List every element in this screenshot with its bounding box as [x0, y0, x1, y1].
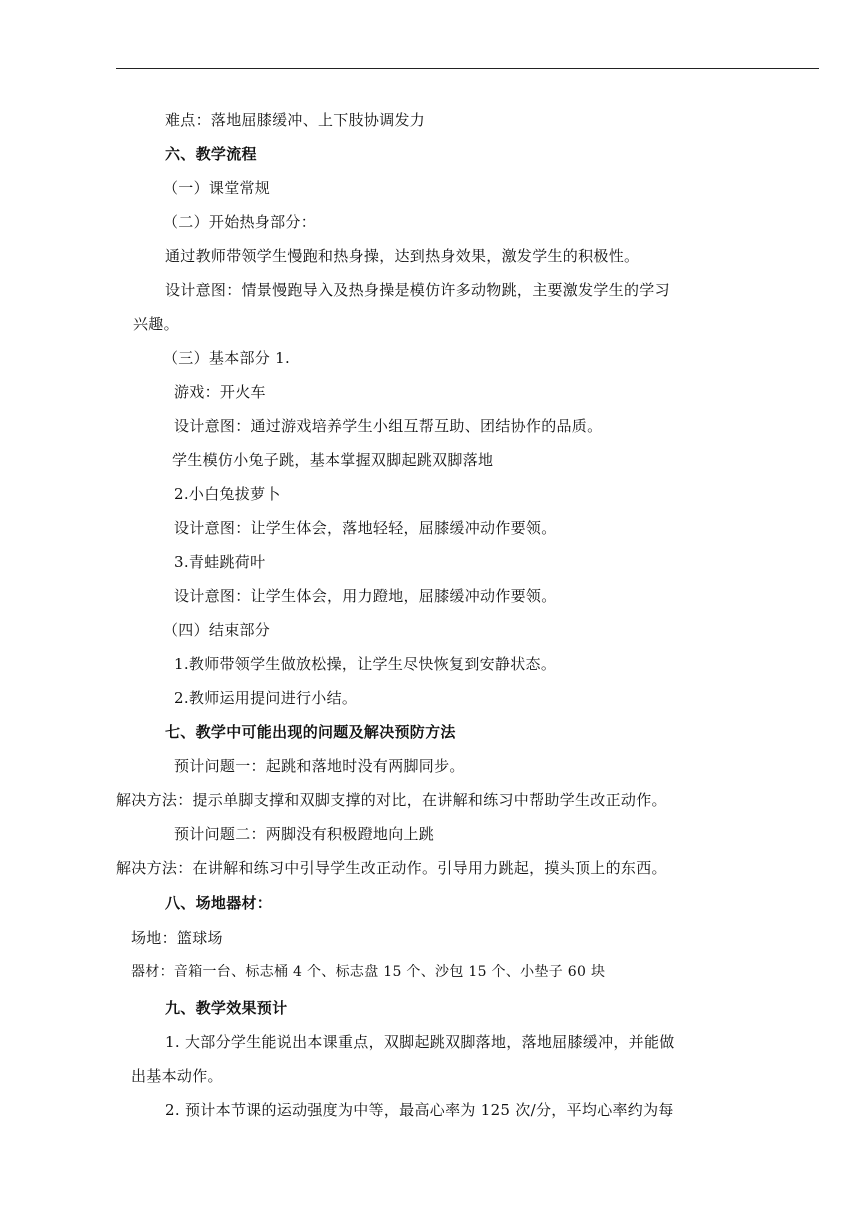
- subsection-heading-1: （一）课堂常规: [163, 179, 271, 197]
- paragraph-line: 设计意图：让学生体会，用力蹬地，屈膝缓冲动作要领。: [174, 587, 557, 605]
- paragraph-line: 游戏：开火车: [174, 383, 266, 401]
- section-heading-7: 七、教学中可能出现的问题及解决预防方法: [165, 723, 456, 741]
- paragraph-line: 1. 大部分学生能说出本课重点，双脚起跳双脚落地，落地屈膝缓冲，并能做: [165, 1033, 675, 1051]
- paragraph-line: 预计问题一：起跳和落地时没有两脚同步。: [174, 757, 465, 775]
- paragraph-line: 兴趣。: [133, 315, 179, 333]
- subsection-heading-4: （四）结束部分: [163, 621, 271, 639]
- list-item: 1.教师带领学生做放松操，让学生尽快恢复到安静状态。: [174, 655, 557, 673]
- difficulty-line: 难点：落地屈膝缓冲、上下肢协调发力: [165, 111, 426, 129]
- paragraph-line: 器材：音箱一台、标志桶 4 个、标志盘 15 个、沙包 15 个、小垫子 60 块: [131, 964, 606, 980]
- paragraph-line: 预计问题二：两脚没有积极蹬地向上跳: [174, 825, 435, 843]
- paragraph-line: 学生模仿小兔子跳，基本掌握双脚起跳双脚落地: [172, 451, 494, 469]
- paragraph-line: 解决方法：在讲解和练习中引导学生改正动作。引导用力跳起，摸头顶上的东西。: [116, 859, 667, 877]
- paragraph-line: 设计意图：让学生体会，落地轻轻，屈膝缓冲动作要领。: [174, 519, 557, 537]
- section-heading-6: 六、教学流程: [165, 145, 257, 163]
- subsection-heading-3: （三）基本部分 1.: [163, 349, 291, 367]
- section-heading-9: 九、教学效果预计: [165, 999, 288, 1017]
- paragraph-line: 设计意图：通过游戏培养学生小组互帮互助、团结协作的品质。: [174, 417, 603, 435]
- list-item: 3.青蛙跳荷叶: [174, 553, 266, 571]
- paragraph-line: 出基本动作。: [131, 1067, 223, 1085]
- section-heading-8: 八、场地器材：: [165, 894, 273, 912]
- paragraph-line: 场地：篮球场: [131, 929, 223, 947]
- paragraph-line: 通过教师带领学生慢跑和热身操，达到热身效果，激发学生的积极性。: [165, 247, 640, 265]
- list-item: 2.小白兔拔萝卜: [174, 485, 281, 503]
- paragraph-line: 解决方法：提示单脚支撑和双脚支撑的对比，在讲解和练习中帮助学生改正动作。: [116, 791, 667, 809]
- paragraph-line: 设计意图：情景慢跑导入及热身操是模仿许多动物跳，主要激发学生的学习: [165, 281, 670, 299]
- header-rule: [116, 68, 819, 69]
- subsection-heading-2: （二）开始热身部分：: [163, 213, 317, 231]
- paragraph-line: 2. 预计本节课的运动强度为中等，最高心率为 125 次/分，平均心率约为每: [165, 1101, 674, 1119]
- list-item: 2.教师运用提问进行小结。: [174, 689, 358, 707]
